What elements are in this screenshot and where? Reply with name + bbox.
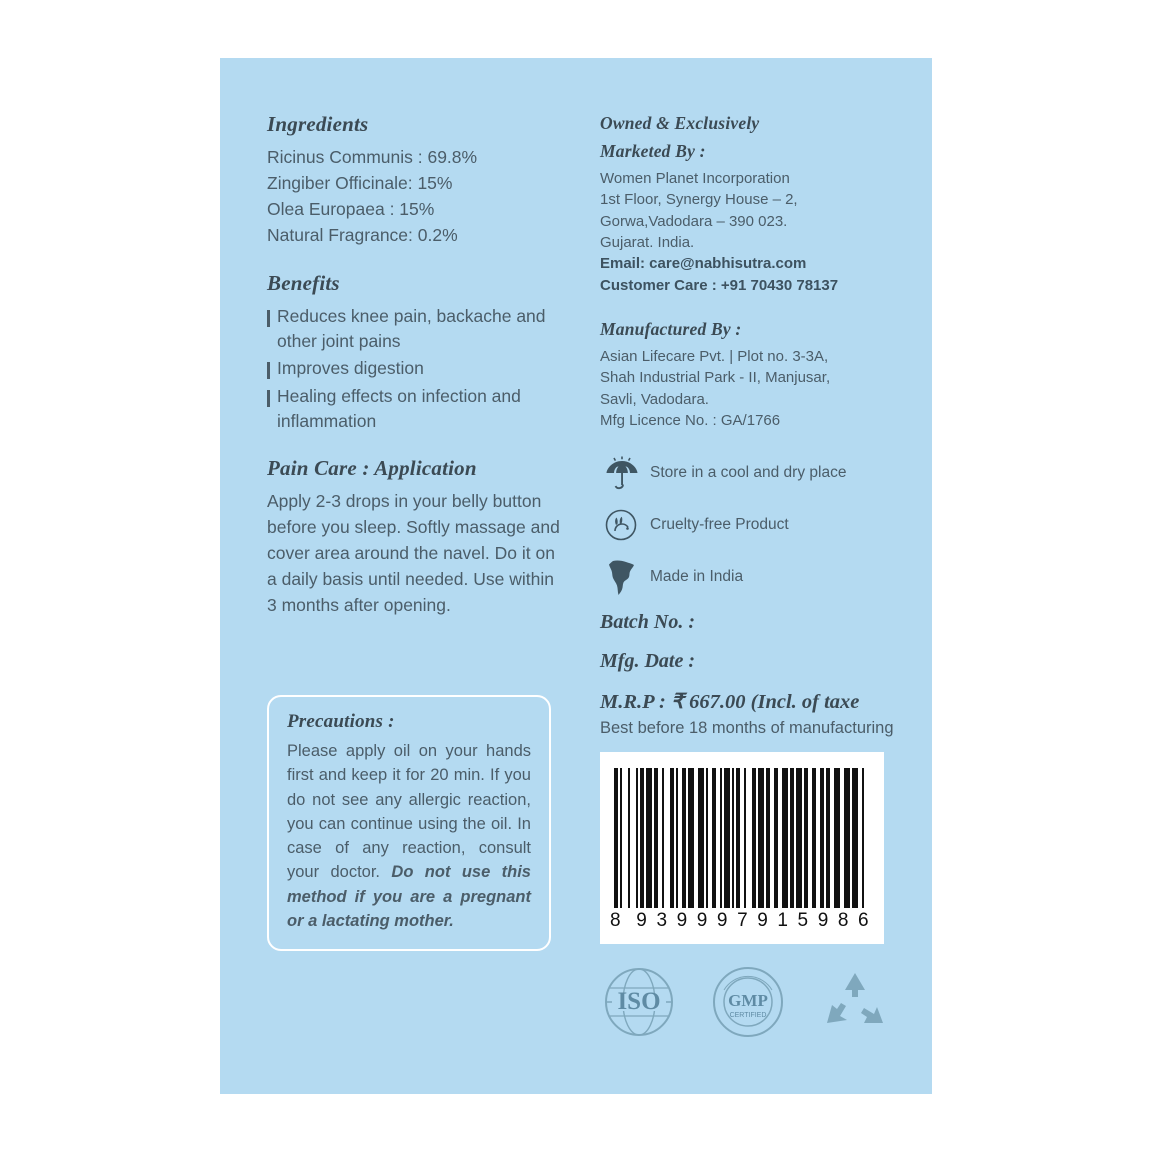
ingredient-item: Natural Fragrance: 0.2% xyxy=(267,224,458,245)
manufactured-by-title: Manufactured By : xyxy=(600,318,742,339)
ingredients-section xyxy=(267,112,567,249)
benefit-item xyxy=(267,304,567,355)
benefit-label: Reduces knee pain, backache and other joint pains xyxy=(277,305,546,351)
benefits-title: Benefits xyxy=(267,270,340,295)
marketed-by-title-line1: Owned & Exclusively xyxy=(600,113,760,133)
ingredients-title: Ingredients xyxy=(267,112,369,136)
marketed-by-section xyxy=(600,112,900,296)
icon-note-made-in-india xyxy=(600,557,900,597)
precautions-text xyxy=(287,739,531,933)
svg-text:CERTIFIED: CERTIFIED xyxy=(729,1011,767,1019)
bullet-bar-icon xyxy=(267,310,270,327)
marketed-by-address xyxy=(600,168,900,296)
barcode-bars xyxy=(614,768,870,908)
gmp-certified-icon xyxy=(708,962,788,1047)
certification-logos xyxy=(600,962,900,1047)
benefit-item xyxy=(267,384,567,435)
bullet-bar-icon xyxy=(267,390,270,407)
address-line: 1st Floor, Synergy House – 2, xyxy=(600,191,798,209)
application-section xyxy=(267,456,567,618)
mfg-date-field: Mfg. Date : xyxy=(600,650,695,673)
recycle-icon xyxy=(818,967,892,1042)
address-line: Women Planet Incorporation xyxy=(600,170,790,188)
precautions-body: Please apply oil on your hands first and keep it for 20 min. If you do not see any allergic reaction, you can continue using the oil. In case of any reaction, consult your doctor. xyxy=(287,742,531,882)
right-column xyxy=(600,112,900,1047)
icon-notes xyxy=(600,453,900,597)
iso-certified-icon xyxy=(600,963,678,1046)
marketed-by-title-line2: Marketed By : xyxy=(600,141,706,162)
barcode-digits xyxy=(610,910,874,932)
best-before-text: Best before 18 months of manufacturing xyxy=(600,719,894,738)
icon-note-label: Made in India xyxy=(650,568,744,586)
benefit-item xyxy=(267,356,567,381)
icon-note-label: Cruelty-free Product xyxy=(650,516,789,534)
barcode-digit-group: 9 3 9 9 9 7 9 1 5 9 8 6 xyxy=(636,909,870,931)
manufactured-by-section xyxy=(600,318,900,431)
address-line: Savli, Vadodara. xyxy=(600,390,709,408)
benefit-label: Improves digestion xyxy=(277,358,424,379)
bullet-bar-icon xyxy=(267,362,270,379)
mfg-licence-line: Mfg Licence No. : GA/1766 xyxy=(600,411,781,429)
rabbit-cruelty-free-icon xyxy=(600,505,644,545)
precautions-box xyxy=(267,695,551,951)
svg-text:GMP: GMP xyxy=(728,990,768,1010)
ingredient-item: Ricinus Communis : 69.8% xyxy=(267,147,478,167)
ingredients-list xyxy=(267,145,567,249)
precautions-title: Precautions : xyxy=(287,711,395,732)
india-map-icon xyxy=(600,557,644,597)
manufactured-by-address xyxy=(600,346,900,431)
address-line: Gorwa,Vadodara – 390 023. xyxy=(600,212,788,230)
address-line: Asian Lifecare Pvt. | Plot no. 3-3A, xyxy=(600,348,829,366)
barcode xyxy=(600,752,884,944)
barcode-lead-digit: 8 xyxy=(610,909,622,931)
icon-note-cruelty-free xyxy=(600,505,900,545)
mrp-field: M.R.P : ₹ 667.00 (Incl. of taxe xyxy=(600,691,860,714)
benefits-section xyxy=(267,271,567,435)
customer-care-line[interactable]: Customer Care : +91 70430 78137 xyxy=(600,276,839,294)
product-label-panel xyxy=(220,58,932,1094)
address-line: Gujarat. India. xyxy=(600,234,695,252)
precautions-emphasis: Do not use this method if you are a pregnant or a lactating mother. xyxy=(287,863,531,930)
ingredient-item: Olea Europaea : 15% xyxy=(267,198,435,219)
left-column xyxy=(267,112,567,641)
benefit-label: Healing effects on infection and inflammation xyxy=(277,385,521,432)
ingredient-item: Zingiber Officinale: 15% xyxy=(267,172,453,193)
umbrella-icon xyxy=(600,453,644,493)
email-line[interactable]: Email: care@nabhisutra.com xyxy=(600,255,807,273)
address-line: Shah Industrial Park - II, Manjusar, xyxy=(600,369,831,387)
icon-note-storage xyxy=(600,453,900,493)
batch-no-field: Batch No. : xyxy=(600,611,695,634)
svg-text:ISO: ISO xyxy=(617,987,661,1015)
icon-note-label: Store in a cool and dry place xyxy=(650,464,847,482)
application-title: Pain Care : Application xyxy=(267,456,477,481)
application-text: Apply 2-3 drops in your belly button before you sleep. Softly massage and cover area around the navel. Do it on a daily basis until needed. Use within 3 months after opening. xyxy=(267,491,560,615)
